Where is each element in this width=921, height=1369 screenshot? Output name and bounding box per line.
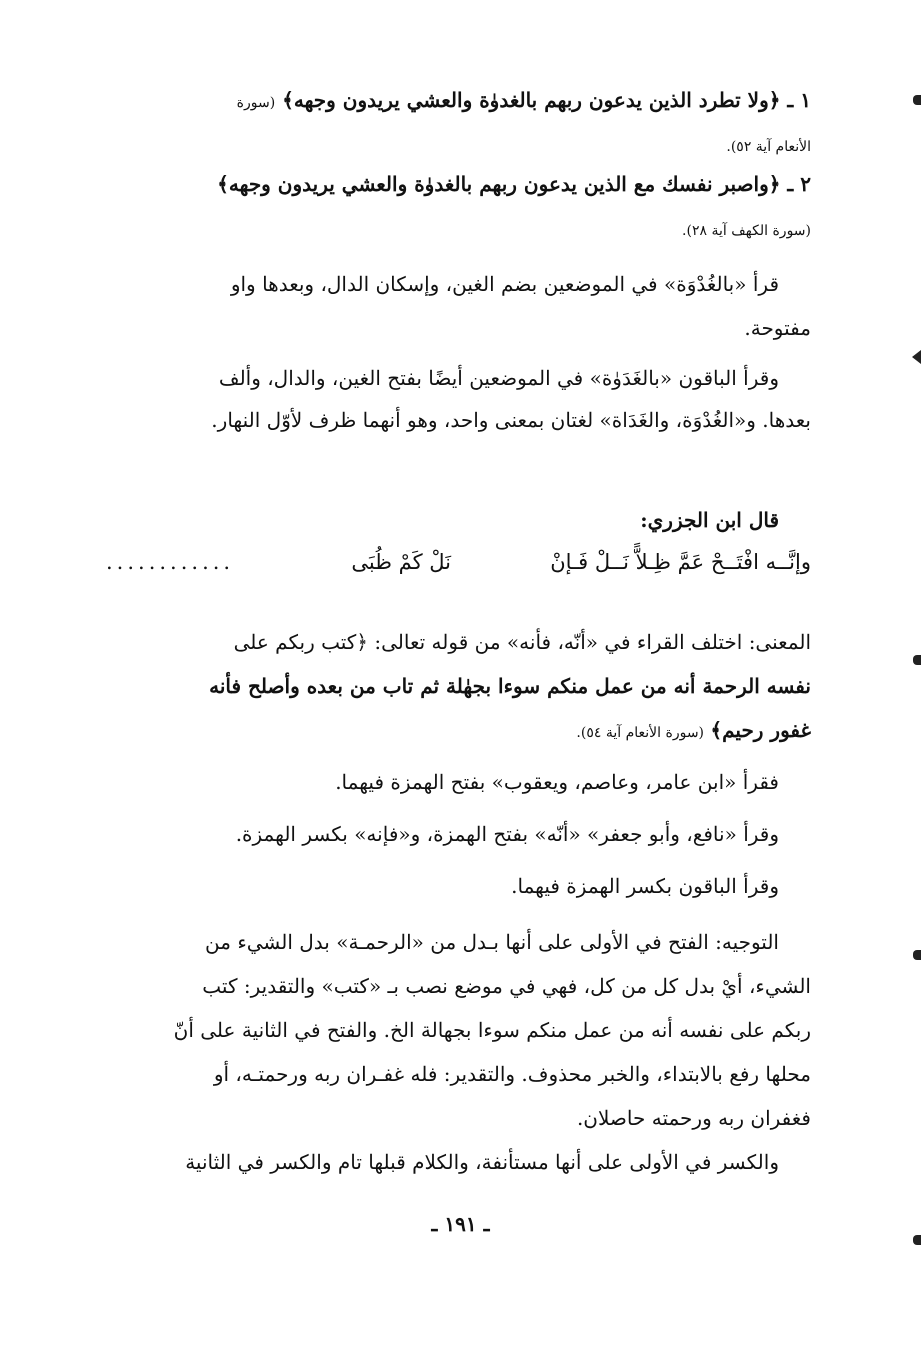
binding-mark bbox=[913, 95, 921, 105]
page-number: ـ ١٩١ ـ bbox=[431, 1212, 490, 1236]
binding-mark bbox=[913, 1235, 921, 1245]
paragraph-reading-3: فقرأ «ابن عامر، وعاصم، ويعقوب» بفتح الهمزة فيهما. bbox=[335, 770, 779, 794]
citation-1-ref-continued: الأنعام آية ٥٢). bbox=[726, 139, 811, 155]
paragraph-kasr: والكسر في الأولى على أنها مستأنفة، والكلام قبلها تام والكسر في الثانية bbox=[185, 1150, 779, 1174]
citation-2-ref: (سورة الكهف آية ٢٨). bbox=[682, 223, 811, 239]
verse-second-hemistich: نَلْ كَمْ ظُبَى bbox=[351, 550, 451, 574]
paragraph-reading-1: قرأ «بالغُدْوَة» في الموضعين بضم الغين، وإسكان الدال، وبعدها واو bbox=[230, 272, 779, 296]
poem-verse bbox=[106, 550, 811, 600]
binding-mark bbox=[913, 655, 921, 665]
citation-1-text: ١ ـ ﴿ولا تطرد الذين يدعون ربهم بالغدوٰة والعشي يريدون وجهه﴾ bbox=[282, 88, 811, 112]
justification-line-3: ربكم على نفسه أنه من عمل منكم سوءا بجهالة الخ. والفتح في الثانية على أنّ bbox=[173, 1018, 811, 1042]
paragraph-justification: التوجيه: الفتح في الأولى على أنها بـدل من «الرحمـة» بدل الشيء من bbox=[205, 930, 779, 954]
paragraph-reading-5: وقرأ الباقون بكسر الهمزة فيهما. bbox=[511, 874, 779, 898]
justification-line-2: الشيء، أيْ بدل كل من كل، فهي في موضع نصب بـ «كتب» والتقدير: كتب bbox=[202, 974, 811, 998]
paragraph-reading-2: وقرأ الباقون «بالغَدَوٰة» في الموضعين أيضًا بفتح الغين، والدال، وألف bbox=[218, 366, 779, 390]
justification-line-5: فغفران ربه ورحمته حاصلان. bbox=[576, 1106, 811, 1130]
paragraph-meaning-verse: نفسه الرحمة أنه من عمل منكم سوءا بجهٰلة ثم تاب من بعده وأصلح فأنه bbox=[209, 674, 811, 698]
citation-2-text: ٢ ـ ﴿واصبر نفسك مع الذين يدعون ربهم بالغدوٰة والعشي يريدون وجهه﴾ bbox=[217, 172, 811, 196]
verse-ellipsis: ............ bbox=[106, 550, 235, 574]
justification-line-4: محلها رفع بالابتداء، والخبر محذوف. والتقدير: فله غفـران ربه ورحمتـه، أو bbox=[213, 1062, 811, 1086]
paragraph-reading-1-end: مفتوحة. bbox=[744, 316, 811, 340]
section-heading: قال ابن الجزري: bbox=[640, 508, 779, 532]
paragraph-meaning-end: غفور رحيم﴾ (سورة الأنعام آية ٥٤). bbox=[576, 718, 811, 742]
paragraph-reading-4: وقرأ «نافع، وأبو جعفر» «أنّه» بفتح الهمزة، و«فإنه» بكسر الهمزة. bbox=[235, 822, 779, 846]
meaning-line-1: المعنى: اختلف القراء في «أنّه، فأنه» من قوله تعالى: ﴿كتب ربكم على bbox=[233, 630, 811, 654]
binding-mark bbox=[912, 350, 921, 364]
paragraph-reading-2-end: بعدها. و«الغُدْوَة، والغَدَاة» لغتان بمعنى واحد، وهو أنهما ظرف لأوّل النهار. bbox=[211, 408, 811, 432]
citation-1-ref: (سورة bbox=[236, 95, 276, 111]
quran-citation-1 bbox=[106, 78, 811, 122]
verse-first-hemistich: وإنَّــه افْتَــحْ عَمَّ ظِـلاًّ نَــلْ فَـإنْ bbox=[550, 550, 811, 574]
meaning-ref: (سورة الأنعام آية ٥٤). bbox=[576, 725, 705, 741]
quran-citation-2 bbox=[106, 162, 811, 206]
paragraph-meaning bbox=[106, 620, 811, 664]
binding-mark bbox=[913, 950, 921, 960]
